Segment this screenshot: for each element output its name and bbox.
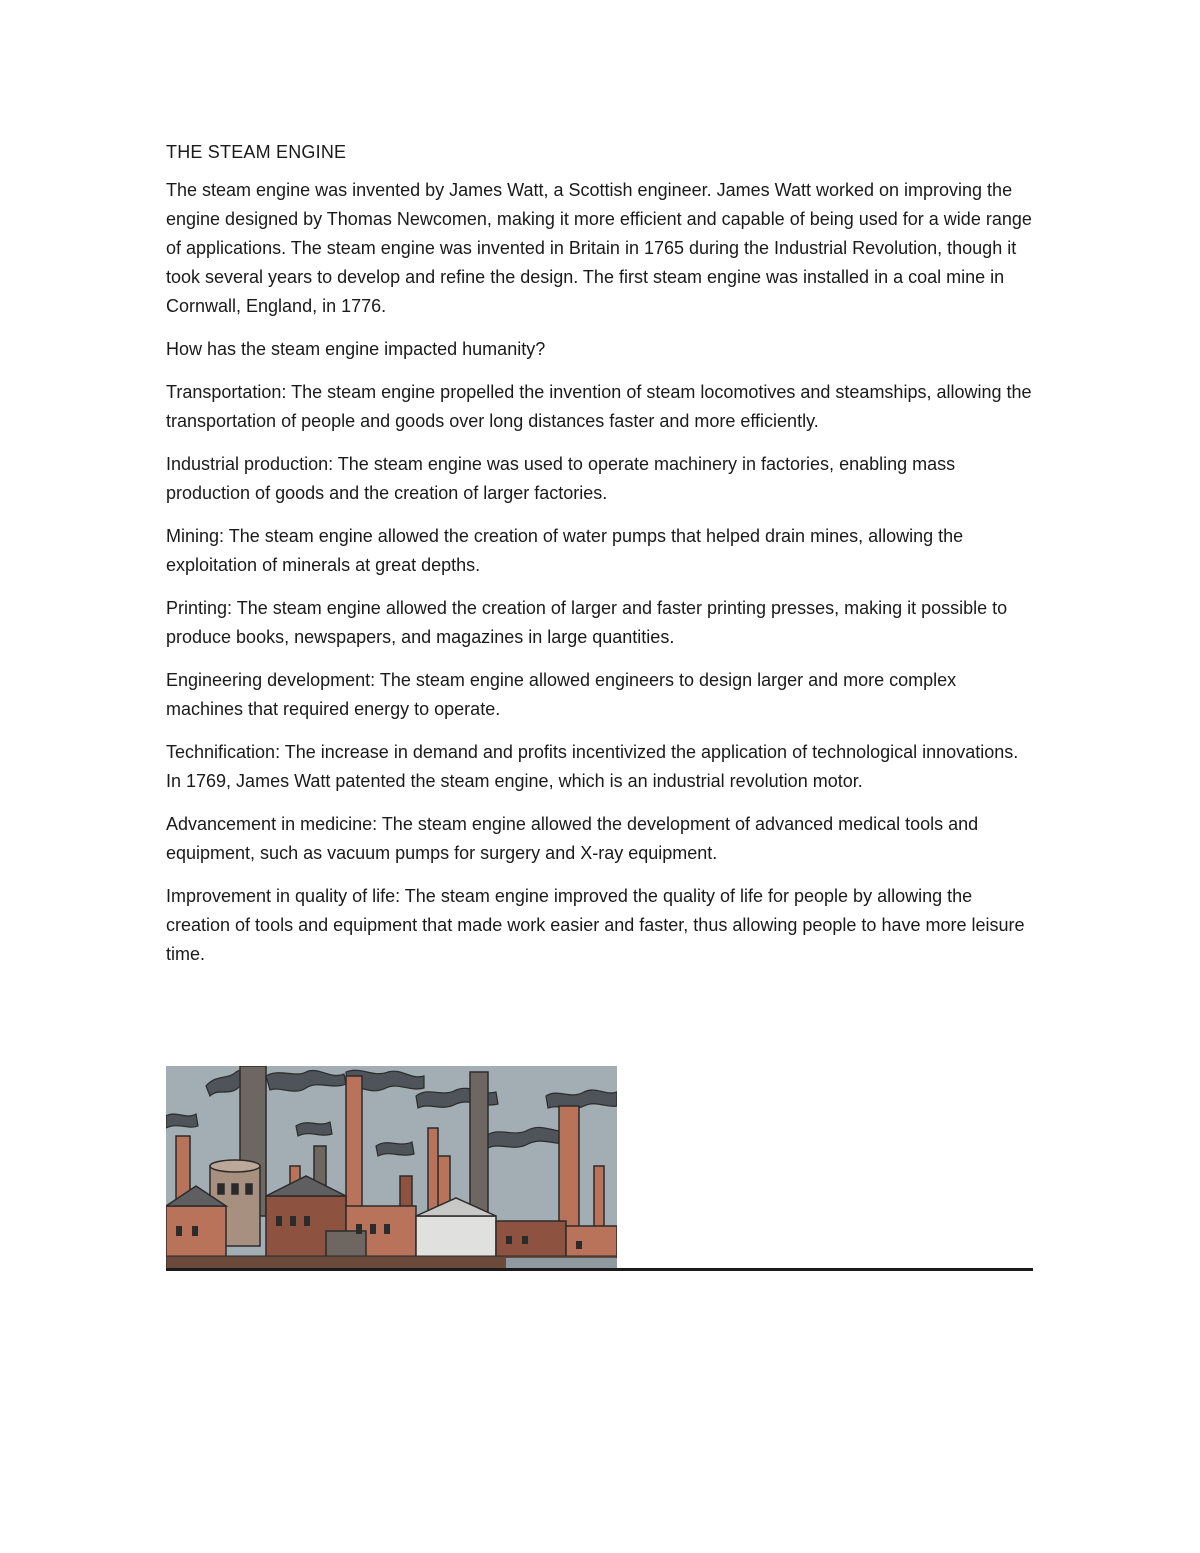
- impact-paragraph-medicine: [166, 810, 1036, 868]
- question-paragraph: [166, 335, 1036, 364]
- paragraph-text: The steam engine improved the quality of life for people by allowing the creation of tools and equipment that made work easier and faster, thus allowing people to have more leisure time.: [166, 886, 1025, 964]
- paragraph-text: The steam engine allowed the development of advanced medical tools and equipment, such as vacuum pumps for surgery and X-ray equipment.: [166, 814, 979, 863]
- factory-smokestacks-illustration: [166, 1066, 617, 1271]
- impact-paragraph-printing: [166, 594, 1036, 652]
- paragraph-label: Mining:: [166, 526, 225, 546]
- paragraph-label: Transportation:: [166, 382, 287, 402]
- paragraph-label: Engineering development:: [166, 670, 376, 690]
- paragraph-text: The steam engine allowed the creation of water pumps that helped drain mines, allowing the exploitation of minerals at great depths.: [166, 526, 964, 575]
- horizontal-rule: [166, 1268, 1033, 1271]
- factory-illustration-svg: [166, 1066, 617, 1271]
- impact-paragraph-quality-of-life: [166, 882, 1036, 969]
- paragraph-label: Printing:: [166, 598, 233, 618]
- paragraph-text: The steam engine was used to operate machinery in factories, enabling mass production of goods and the creation of larger factories.: [166, 454, 956, 503]
- paragraph-label: Technification:: [166, 742, 281, 762]
- paragraph-label: Industrial production:: [166, 454, 334, 474]
- paragraph-text: The steam engine allowed the creation of larger and faster printing presses, making it possible to produce books, newspapers, and magazines in large quantities.: [166, 598, 1008, 647]
- document-title: THE STEAM ENGINE: [166, 142, 347, 162]
- impact-paragraph-engineering: [166, 666, 1036, 724]
- impact-paragraph-transportation: [166, 378, 1036, 436]
- paragraph-text: The steam engine was invented by James Watt, a Scottish engineer. James Watt worked on improving the engine designed by Thomas Newcomen, making it more efficient and capable of being used for a wide range of applications. The steam engine was invented in Britain in 1765 during the Industrial Revolution, though it took several years to develop and refine the design. The first steam engine was installed in a coal mine in Cornwall, England, in 1776.: [166, 180, 1032, 316]
- paragraph-text: How has the steam engine impacted humanity?: [166, 339, 546, 359]
- paragraph-label: Improvement in quality of life:: [166, 886, 401, 906]
- impact-paragraph-technification: [166, 738, 1036, 796]
- document-page: [166, 138, 1036, 983]
- paragraph-text: The increase in demand and profits incentivized the application of technological innovations. In 1769, James Watt patented the steam engine, which is an industrial revolution motor.: [166, 742, 1019, 791]
- paragraph-text: The steam engine allowed engineers to design larger and more complex machines that required energy to operate.: [166, 670, 957, 719]
- impact-paragraph-mining: [166, 522, 1036, 580]
- paragraph-label: Advancement in medicine:: [166, 814, 378, 834]
- intro-paragraph: [166, 176, 1036, 321]
- paragraph-text: The steam engine propelled the invention of steam locomotives and steamships, allowing the transportation of people and goods over long distances faster and more efficiently.: [166, 382, 1032, 431]
- impact-paragraph-industrial-production: [166, 450, 1036, 508]
